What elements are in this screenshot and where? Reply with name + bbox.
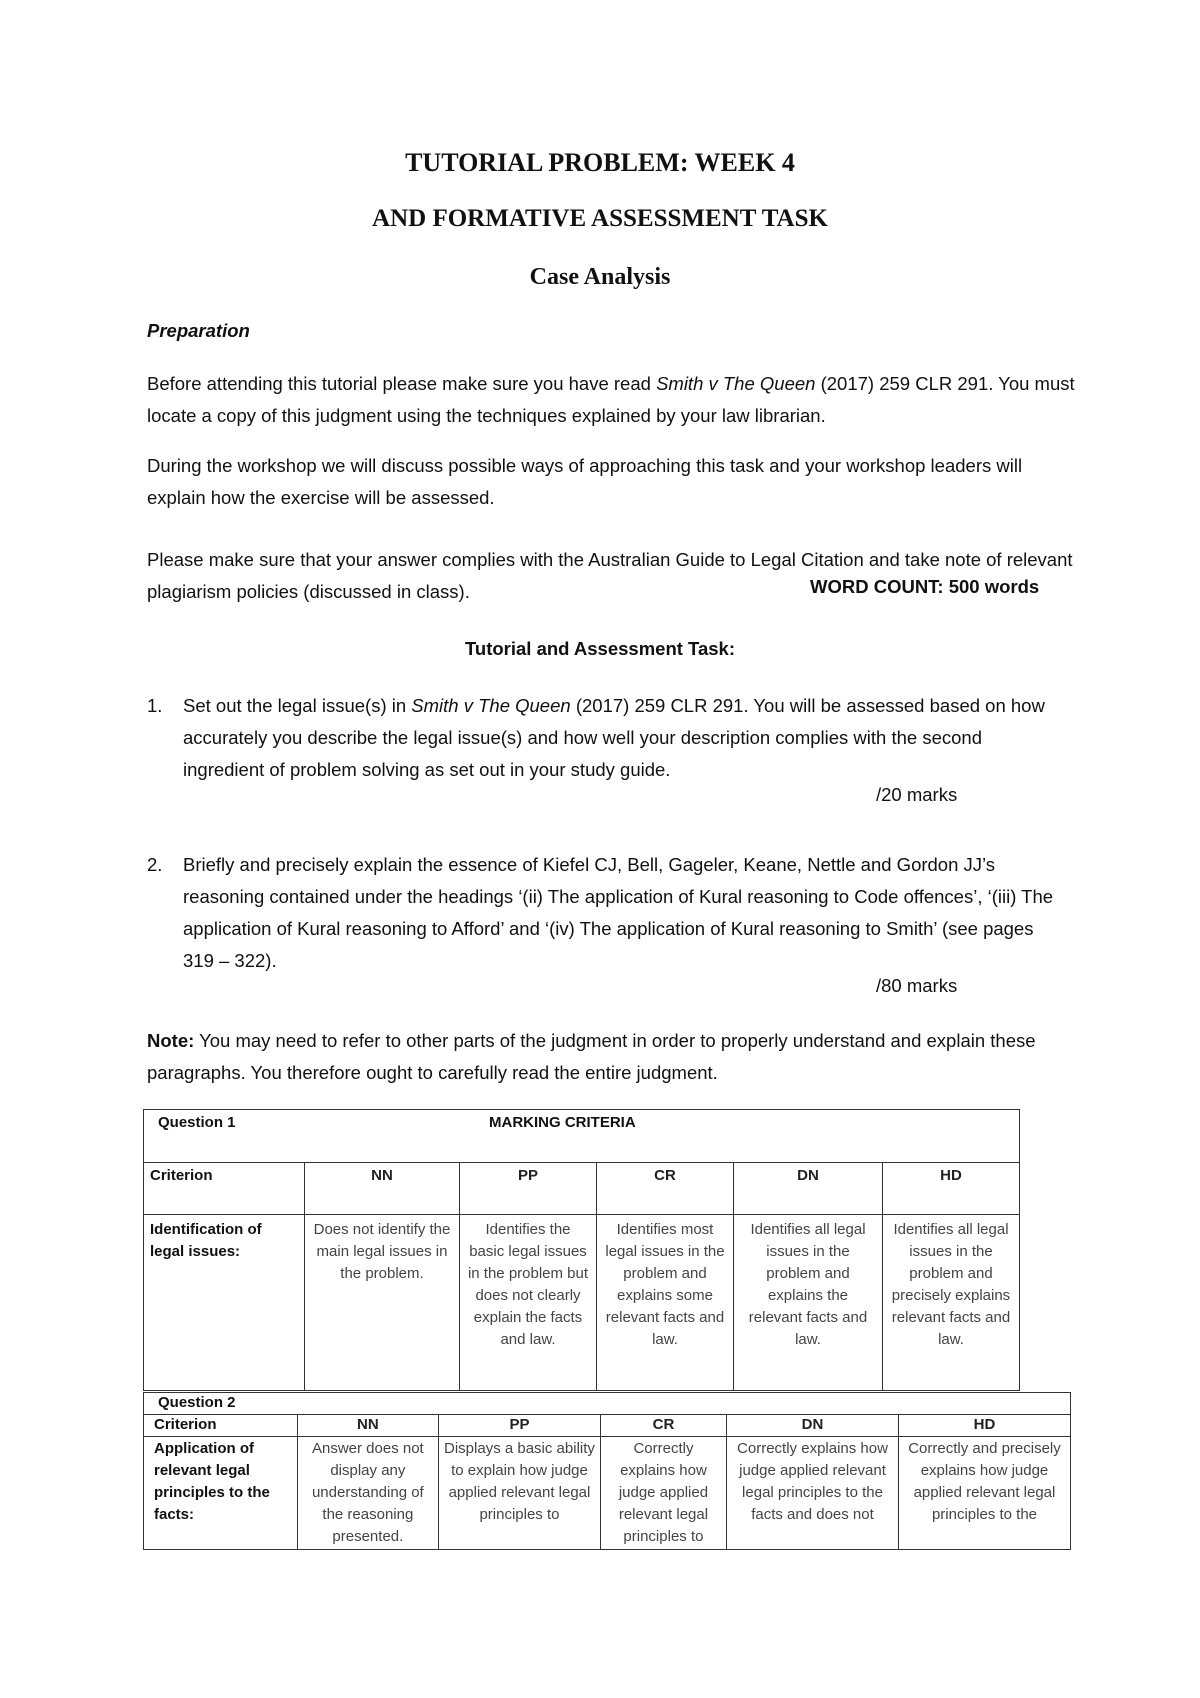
q1-text-b: (2017) 259 CLR 291. You will be assessed based on how accurately you describe the legal issue(s) and how well your description complies with the second ingredient of problem solving as set out in your study guide. — [183, 695, 1045, 780]
preparation-paragraph — [147, 368, 1077, 432]
table1-criterion: Identification of legal issues: — [144, 1215, 305, 1391]
note-label: Note: — [147, 1030, 195, 1051]
table2-criterion — [144, 1437, 298, 1550]
table2-header-hd: HD — [898, 1415, 1070, 1437]
table2-cell-cr — [600, 1437, 726, 1550]
table2-cell-dn — [727, 1437, 899, 1550]
table2-criterion-text: Application of relevant legal principles to the facts: — [154, 1440, 270, 1523]
table1-heading: MARKING CRITERIA — [489, 1114, 636, 1131]
page-title: TUTORIAL PROBLEM: WEEK 4 — [405, 148, 795, 177]
table2-question-label: Question 2 — [144, 1393, 1071, 1415]
table1-question-label: Question 1 — [158, 1114, 236, 1131]
table1-cell-cr: Identifies most legal issues in the problem and explains some relevant facts and law. — [597, 1215, 734, 1391]
table1-header-criterion: Criterion — [144, 1163, 305, 1215]
case-name: Smith v The Queen — [656, 373, 816, 394]
workshop-paragraph: During the workshop we will discuss possible ways of approaching this task and your workshop leaders will explain how the exercise will be assessed. — [147, 455, 1023, 508]
table2-cell-pp-text: Displays a basic ability to explain how judge applied relevant legal principles to — [444, 1440, 595, 1523]
table1-cell-hd: Identifies all legal issues in the problem and precisely explains relevant facts and law. — [883, 1215, 1020, 1391]
table1-header-pp: PP — [460, 1163, 597, 1215]
table2-cell-nn-text: Answer does not display any understanding of the reasoning presented. — [311, 1440, 424, 1545]
q1-case-name: Smith v The Queen — [411, 695, 571, 716]
table1-heading-row — [144, 1110, 1020, 1163]
q1-text-a: Set out the legal issue(s) in — [183, 695, 412, 716]
question-2-marks: /80 marks — [876, 975, 958, 996]
table2-header-nn: NN — [297, 1415, 438, 1437]
page-subtitle: AND FORMATIVE ASSESSMENT TASK — [372, 205, 828, 232]
note-text: You may need to refer to other parts of the judgment in order to properly understand and explain these paragraphs. You therefore ought to carefully read the entire judgment. — [147, 1030, 1036, 1083]
task-heading: Tutorial and Assessment Task: — [464, 638, 736, 659]
table2-cell-hd-text: Correctly and precisely explains how judge applied relevant legal principles to the — [908, 1440, 1061, 1523]
para1-text-a: Before attending this tutorial please make sure you have read — [147, 373, 657, 394]
question-1-number: 1. — [147, 695, 163, 716]
para1-text-b: (2017) 259 CLR 291. You must locate a copy of this judgment using the techniques explained by your law librarian. — [147, 373, 1075, 426]
table2-cell-nn — [297, 1437, 438, 1550]
marking-criteria-table-q2 — [143, 1392, 1071, 1550]
table1-cell-pp: Identifies the basic legal issues in the problem but does not clearly explain the facts and law. — [460, 1215, 597, 1391]
table1-header-dn: DN — [734, 1163, 883, 1215]
marking-criteria-table-q1 — [143, 1109, 1020, 1391]
table2-cell-hd — [898, 1437, 1070, 1550]
section-title: Case Analysis — [529, 264, 671, 290]
table2-header-criterion: Criterion — [144, 1415, 298, 1437]
question-2-text: Briefly and precisely explain the essence of Kiefel CJ, Bell, Gageler, Keane, Nettle and Gordon JJ’s reasoning contained under the headings ‘(ii) The application of Kural reasoning to Code offences’, ‘(iii) The application of Kural reasoning to Afford’ and ‘(iv) The application of Kural reasoning to Smith’ (see pages 319 – 322). — [183, 854, 1054, 971]
table2-cell-dn-text: Correctly explains how judge applied relevant legal principles to the facts and does not — [737, 1440, 888, 1523]
question-2-number: 2. — [147, 854, 163, 875]
table1-cell-nn: Does not identify the main legal issues in the problem. — [305, 1215, 460, 1391]
table1-header-nn: NN — [305, 1163, 460, 1215]
table2-header-cr: CR — [600, 1415, 726, 1437]
table2-header-pp: PP — [439, 1415, 601, 1437]
citation-paragraph: Please make sure that your answer complies with the Australian Guide to Legal Citation and take note of relevant plagiarism policies (discussed in class). — [147, 549, 1073, 602]
table2-cell-pp — [439, 1437, 601, 1550]
preparation-heading: Preparation — [147, 320, 250, 341]
table1-cell-dn: Identifies all legal issues in the problem and explains the relevant facts and law. — [734, 1215, 883, 1391]
table1-header-hd: HD — [883, 1163, 1020, 1215]
table2-cell-cr-text: Correctly explains how judge applied relevant legal principles to — [618, 1440, 709, 1545]
table2-header-dn: DN — [727, 1415, 899, 1437]
question-1-text — [183, 690, 1067, 786]
table1-header-cr: CR — [597, 1163, 734, 1215]
word-count: WORD COUNT: 500 words — [810, 576, 1040, 597]
note-paragraph — [147, 1025, 1077, 1089]
question-1-marks: /20 marks — [876, 784, 958, 805]
